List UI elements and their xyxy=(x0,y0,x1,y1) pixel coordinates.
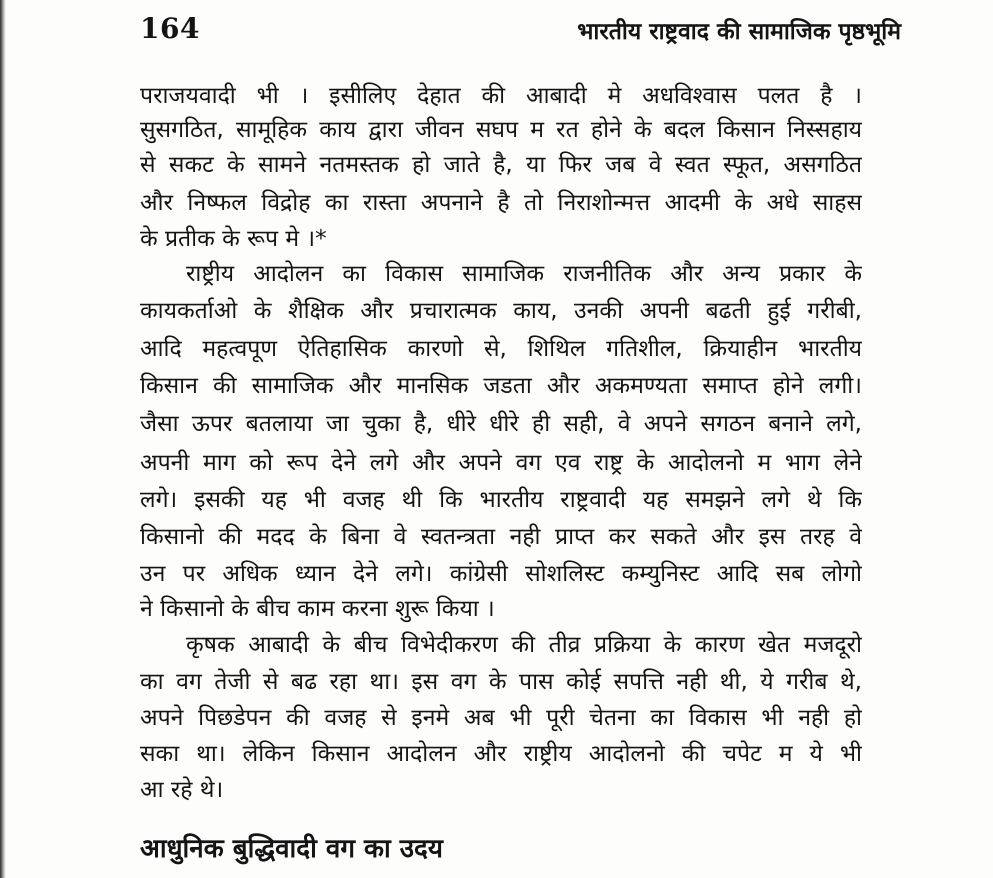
paragraph-1-line-3: से सकट के सामने नतमस्तक हो जाते है, या फिर जब वे स्वत स्फूत, असगठित xyxy=(140,152,862,178)
paragraph-2-line-1: राष्ट्रीय आदोलन का विकास सामाजिक राजनीतिक और अन्य प्रकार के xyxy=(186,261,862,287)
paragraph-1-line-2: सुसगठित, सामूहिक काय द्वारा जीवन सघप म रत होने के बदल किसान निस्सहाय xyxy=(140,117,862,143)
paragraph-3-line-5: आ रहे थे। xyxy=(140,777,224,803)
paragraph-2-line-8: किसानो की मदद के बिना वे स्वतन्त्रता नही प्राप्त कर सकते और इस तरह वे xyxy=(140,524,862,550)
section-heading: आधुनिक बुद्धिवादी वग का उदय xyxy=(140,834,443,864)
paragraph-2-line-10: ने किसानो के बीच काम करना शुरू किया । xyxy=(140,596,495,622)
paragraph-1-line-4: और निष्फल विद्रोह का रास्ता अपनाने है तो निराशोन्मत्त आदमी के अधे साहस xyxy=(140,190,862,216)
paragraph-2-line-9: उन पर अधिक ध्यान देने लगे। कांग्रेसी सोशलिस्ट कम्युनिस्ट आदि सब लोगो xyxy=(140,561,862,587)
paragraph-2-line-6: अपनी माग को रूप देने लगे और अपने वग एव राष्ट्र के आदोलनो म भाग लेने xyxy=(140,450,862,476)
paragraph-1-line-1: पराजयवादी भी । इसीलिए देहात की आबादी मे अधविश्वास पलत है । xyxy=(140,83,862,109)
paragraph-3-line-1: कृषक आबादी के बीच विभेदीकरण की तीव्र प्रक्रिया के कारण खेत मजदूरो xyxy=(186,632,862,658)
paragraph-3-line-4: सका था। लेकिन किसान आदोलन और राष्ट्रीय आदोलनो की चपेट म ये भी xyxy=(140,741,862,767)
page-binding-edge xyxy=(0,0,6,878)
paragraph-2-line-7: लगे। इसकी यह भी वजह थी कि भारतीय राष्ट्रवादी यह समझने लगे थे कि xyxy=(140,487,862,513)
paragraph-2-line-5: जैसा ऊपर बतलाया जा चुका है, धीरे धीरे ही सही, वे अपने सगठन बनाने लगे, xyxy=(140,411,862,437)
paragraph-3-line-2: का वग तेजी से बढ रहा था। इस वग के पास कोई सपत्ति नही थी, ये गरीब थे, xyxy=(140,669,862,695)
paragraph-3-line-3: अपने पिछडेपन की वजह से इनमे अब भी पूरी चेतना का विकास भी नही हो xyxy=(140,705,862,731)
paragraph-2-line-4: किसान की सामाजिक और मानसिक जडता और अकमण्यता समाप्त होने लगी। xyxy=(140,373,862,399)
paragraph-2-line-2: कायकर्ताओ के शैक्षिक और प्रचारात्मक काय, उनकी अपनी बढती हुई गरीबी, xyxy=(140,298,862,324)
paragraph-1-line-5: के प्रतीक के रूप मे ।* xyxy=(140,226,327,252)
page-number: 164 xyxy=(140,12,200,45)
running-head: भारतीय राष्ट्रवाद की सामाजिक पृष्ठभूमि xyxy=(577,19,901,45)
paragraph-2-line-3: आदि महत्वपूण ऐतिहासिक कारणो से, शिथिल गतिशील, क्रियाहीन भारतीय xyxy=(140,336,862,362)
